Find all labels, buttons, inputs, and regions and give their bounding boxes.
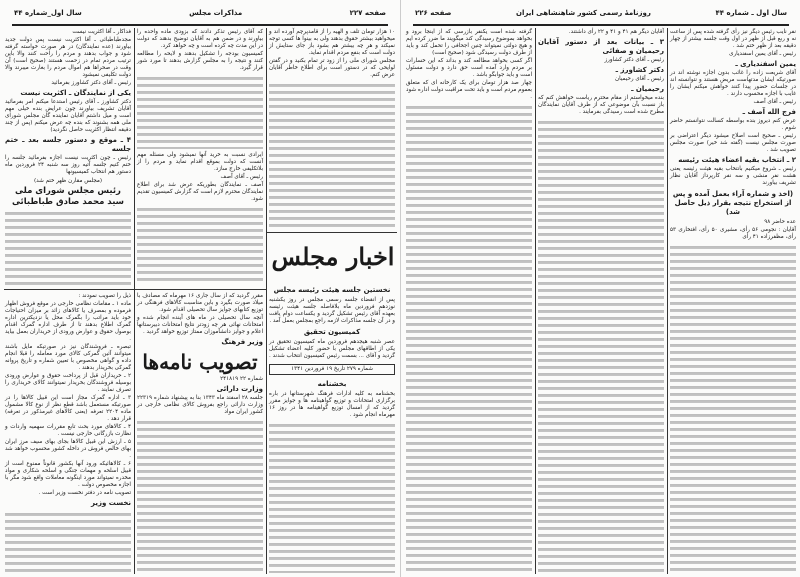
subheading: یکی از نمایندگان ـ اکثریت نیست [20, 89, 131, 97]
continued-text-lines [269, 82, 395, 229]
column-right [670, 29, 796, 573]
section-heading: کمیسیون تحقیق [303, 328, 361, 336]
section-heading: (اخذ و شماره آراء بعمل آمده و پس از استخراج نتیجه بقرار ذیل حاصل شد) [672, 190, 794, 216]
decrees-title: تصویب نامه‌ها [142, 350, 258, 374]
section-heading: نخستین جلسه هیئت رئیسه مجلس [273, 286, 391, 294]
subheading: نخست وزیر [90, 499, 131, 507]
paragraph: که آقای رئیس تذکر دادند که بزودی ماده واحده را بیاورند و در ضمن هم به آقایان توضیح بدهند که دولت در این مدت چه کرده است و چه خواهد کرد. [137, 29, 263, 49]
paragraph: آقایان دیگر هم ۴۱ و ۴۱ و ۲۲ رأی داشتند. [568, 29, 664, 35]
circular-number-box: شماره ۲۷۹ تاریخ ۱۹ فروردین ۱۳۴۱ [269, 364, 395, 375]
paragraph: ۱۰ هزار تومان تلف و الهیه را از قامدپرچم آورده اند و میخواهید بیشتر حقوق بدهند ولی به بینوا ها کسی توجه نمیکند و هر چه بیشتر هم بشود باز جای ستایش از دولت است که بنفع مردم اقدام نماید. [269, 29, 395, 56]
paragraph: تبصره ـ فروشندگان نیز در صورتیکه مایل باشند میتوانند آئین گمرکی کالای مورد معامله را قبلا انجام داده و گواهی مخصوص با تعیین شماره و تاریخ پروانه گمرکی بخریدار بدهند . [5, 344, 131, 371]
issue-number: سال اول_شماره ۴۴ [14, 9, 82, 17]
paragraph: گرفته شده است یکنفر بازرسی که از اینجا برود و بخواهد بموضوع رسیدگی کند میگویند ما ضرر کرده ایم و هیچ دولتی نمیتواند چنین اجحافی را تحمل کند و باید از طرف دولت رسیدگی شود (صحیح است) [406, 29, 532, 56]
paragraph: ۴ ـ کالاهای مورد بحث تابع مقررات سهمیه واردات و نظارت بازرگانی خارجی نیست . [5, 424, 131, 437]
paragraph: مقرر گردید که از سال جاری ۱۶ مهرماه که مصادف با میلاد صورت بگیرد و باین مناسبت کالاهای فرهنگی در توزیع کتابهای جوایز سال تحصیلی اقدام شود. [137, 293, 263, 313]
continued-text-lines [269, 422, 395, 573]
subheading: رحیمیان ـ [631, 85, 664, 93]
column-left [406, 29, 532, 573]
subheading: ۲ ـ انتخاب بقیه اعضاء هیئت رئیسه [678, 156, 796, 164]
subheading: فرج الله آصف ـ [742, 108, 796, 116]
paragraph: رئیس ـ آقای آصف [220, 174, 263, 180]
column-debate-start [269, 29, 395, 229]
paragraph: نفر نایب رئیس دیگر نیز رأی گرفته شده پس از ساعت نه و ربع قبل از ظهر در اول وقت جلسه بیشتر از چهار دقیقه بعد از ظهر ختم شد . [670, 29, 796, 49]
paragraph: کمیسیون بودجه را تشکیل بدهند و لایحه را مطالعه کنند و نتیجه را به مجلس گزارش بدهند تا مورد شور قرار گیرد. [137, 51, 263, 71]
subheading: یمین اسفندیاری ـ [735, 60, 796, 68]
paragraph: ایرادی نسبت به خرید آنها نمیشود ولی مسئله مهم آنست که دولت بموقع اقدام نماید و مردم را از بلاتکلیفی خارج سازد. [137, 152, 263, 172]
paragraph: عصر شنبه هیجدهم فروردین ماه کمیسیون تحقیق در یکی از اطاقهای مجلس با حضور کلیه اعضاء تشکیل گردید و آقای ... بسمت رئیس کمیسیون انتخاب شدند . [269, 339, 395, 359]
paragraph: رئیس ـ چون اکثریت نیست اجازه بفرمائید جلسه را ختم کنیم جلسه آتیه روز سه شنبه ۲۴ فروردین ماه دستور هم انتخاب کمیسیونها [5, 155, 131, 175]
paragraph: پس از انقضاء جلسه رسمی مجلس در روز یکشنبه نوزدهم فروردین ماه بلافاصله جلسه هیئت رئیسه بعهده آقای رئیس تشکیل گردید و یکساعت دوام یافت و در آن جلسه مذاکرات لازمه راجع بمجلس بعمل آمد . [269, 297, 395, 324]
column-divider [134, 28, 135, 574]
paragraph: ۵ ـ ارزش این قبیل کالاها بجای بهای سیف مرز ایران بهای خالص فروش در داخله کشور محسوب خواهد شد . [5, 439, 131, 459]
paragraph: رئیس ـ آقای دکتر کشاورز بفرمائید [51, 80, 131, 86]
signature-line: سید محمد صادق طباطبائی [11, 197, 125, 207]
subheading: وزارت دارائی [216, 385, 263, 393]
paragraph: جلسه ۲۸ اسفند ماه ۱۳۴۳ بنا به پیشنهاد شماره ۲۲۳۱۹ وزارت دارائی راجع بفروش کالای نظامی خارجی در کشور ایران مواد [137, 395, 263, 415]
section-title: مذاکرات مجلس [189, 9, 243, 17]
column-debate-middle [137, 29, 263, 149]
paragraph: رئیس ـ صحیح است اصلاح میشود دیگر اعتراضی بر صورت مجلس نیست (گفته شد خیر) صورت مجلس تصویب شد . [670, 133, 796, 153]
subheading: ۴ ـ موقع و دستور جلسه بعد ـ ختم جلسه [5, 136, 131, 153]
section-heading: بخشنامه [317, 380, 347, 388]
column-debate-middle-lower [137, 152, 263, 285]
paragraph: بخشنامه به کلیه ادارات فرهنگ شهرستانها در باره برگزاری امتحانات و توزیع گواهینامه ها و جوایز مقرر گردید که از امسال توزیع گواهینامه ها در روز ۱۶ مهرماه انجام شود . [269, 391, 395, 418]
issue-number: سال اول ـ شماره ۴۴ [715, 9, 787, 17]
left-page-header [14, 6, 386, 20]
paragraph: رئیس ـ آقای آصف [753, 99, 796, 105]
column-decrees [137, 293, 263, 573]
section-divider [4, 289, 266, 290]
header-rule [413, 24, 789, 26]
continued-text-lines [406, 104, 532, 573]
continued-text-lines [5, 511, 131, 573]
paragraph: آنچه سال تحصیلی در ماه های آینده انجام شده و امتحانات نهائی هر چه زودتر نتایج امتحانات دبیرستانها اعلام و جوایز دانشآموزان ممتاز توزیع خواهد گردید . [137, 315, 263, 335]
masthead-majlis-news: اخبار مجلس [271, 242, 395, 271]
paragraph: آقای شریعت زاده را غائب بدون اجازه نوشته اند در صورتیکه ایشان مدتهاست مریض هستند و نتوانسته اند در جلسات حضور پیدا کنند خواهش میکنم ایشان را غایب با اجازه محسوب دارند . [670, 70, 796, 97]
paragraph: تصویب نامه در دفتر نخست وزیر است . [38, 490, 131, 496]
signature-line: رئیس مجلس شورای ملی [15, 186, 121, 196]
paragraph: اگر کسی بخواهد مطالعه کند و بداند که این خسارات بر مردم وارد آمده است حق دارد و دولت مسئول است و باید جوابگو باشد . [406, 58, 532, 78]
page-number: صفحه ۲۲۶ [415, 9, 452, 17]
right-page [400, 0, 800, 577]
paragraph: چهار صد هزار تومان برای یک کارخانه ای که متعلق بعموم مردم است و باید تحت مراقبت دولت اداره شود . [406, 80, 532, 100]
section-divider [267, 232, 397, 233]
paragraph: مجدطباطبائی ـ آقا اکثریت نیست پس دولت جدید بیاورند (عده نمایندگان) در هر صورت خواسته گرفته شود و جواب بدهند و مردم را راحت کنند والا باین ترتیب مردم تمام در زحمت هستند (صحیح است) آن وقت در صحراها هم اموال مردم را بغارت میبرند والا دولت تکلیفی نمیشود [5, 37, 131, 78]
paragraph: عرض کنم دیروز بنده بواسطه کسالت نتوانستم حاضر شوم . [670, 118, 796, 131]
column-divider [667, 28, 668, 574]
continued-text-lines [670, 244, 796, 573]
continued-text-lines [137, 75, 263, 149]
paragraph: ماده ۱ ـ مقامات نظامی خارجی در موقع فروش اظهار فرموده و بمصرف یا کالاهای زائد بر میزان احتیاجات خود باید مراتب را بگمرک محل یا نزدیکترین اداره گمرک اطلاع بدهند تا از طرف اداره گمرک اقدام بوصول حقوق و عوارض ورودی از خریداران بعمل بیاید . [5, 301, 131, 342]
paragraph: رئیس ـ آقای رحیمیان [615, 76, 664, 82]
paragraph: رئیس ـ آقای دکتر کشاورز [604, 57, 664, 63]
page-number: صفحه ۲۲۷ [349, 9, 386, 17]
paragraph: رئیس ـ آقای یمین اسفندیاری [729, 51, 796, 57]
column-middle [538, 29, 664, 573]
paragraph: مجلس شورای ملی را از زود تر تمام بکنید و در گفتن لوایحی که در دستور است برای اطلاع خاطر آقایان عرض کنم. [269, 58, 395, 78]
paragraph: آقایان : نجومی ۵۶ رأی، مشیری ۵۰ رأی، افتخاری ۵۳ رأی، مظفرزاده ۴۱ رأی [670, 227, 796, 240]
column-divider [266, 28, 267, 574]
paragraph: ۶ ـ کالاهائیکه ورود آنها بکشور قانوناً ممنوع است از قبیل اسلحه و مهمات جنگی و اسلحه شکاری و مواد مخدره نمیتواند مورد اینگونه معاملات واقع شود مگر با اجازه مخصوص دولت . [5, 461, 131, 488]
right-page-header [415, 6, 787, 20]
column-majlis-news [269, 284, 395, 573]
continued-text-lines [137, 419, 263, 573]
subheading: وزیر فرهنگ [221, 338, 263, 346]
column-divider [535, 28, 536, 574]
paragraph: دکتر کشاورز ـ آقای رئیس استدعا میکنم امر بفرمائید آقایان تشریف بیاورند چون عرایض بنده خیلی مهم است و میل داشتم آقایان نماینده گان مجلس شورای ملی همه بشنوند که بنده چه عرض میکنم (پس از چند دقیقه انتظار اکثریت حاصل نگردید) [5, 99, 131, 133]
paragraph: ۲ ـ خریداران قبل از پرداخت حقوق و عوارض ورودی بوسیله فروشندگان بخریدار نمیتوانند کالای خریداری را تصرف نمایند . [5, 373, 131, 393]
paragraph: فداکار ـ آقا اکثریت نیست [72, 29, 131, 35]
paragraph: رئیس ـ شروع میکنیم بانتخاب بقیه هیئت رئیسه یعنی هشت نفر منشی و سه نفر کارپرداز آقایان نظار تشریف بیاورند [670, 166, 796, 186]
subheading: دکتر کشاورز ـ [615, 66, 664, 74]
paragraph: بنده میخواستم از مقام محترم ریاست خواهش کنم که باز نسبت بآن موضوعی که از طرف آقایان نمایندگان مطرح شده است رسیدگی بفرمایند . [538, 95, 664, 115]
subheading: ۳ ـ بیانات بعد از دستور آقایان رحیمیان و صفائی [538, 38, 664, 55]
continued-text-lines [538, 119, 664, 573]
header-rule [12, 24, 388, 26]
continued-text-lines [137, 206, 263, 285]
paragraph: ۳ ـ اداره گمرک مجاز است این قبیل کالاها را در صورتیکه مستعمل باشد قطع نظر از نوع کالا مشمول ماده ۲۲۰۴ تعرفه (یعنی کالاهای غیرمذکور در تعرفه) قرار دهد . [5, 395, 132, 422]
paragraph: ذیل را تصویب نمودند : [78, 293, 131, 299]
continued-text-lines [5, 210, 131, 285]
paragraph: آصف ـ نمایندگان بطوریکه عرض شد برای اطلاع نمایندگان محترم لازم است که گزارش کمیسیون تقدیم شود. [137, 182, 263, 202]
gazette-title: روزنامهٔ رسمی کشور شاهنشاهی ایران [515, 9, 651, 17]
column-customs-decree [5, 293, 131, 573]
note: (مجلس مقارن ظهر ختم شد) [33, 178, 102, 184]
column-debate-end [5, 29, 131, 285]
paragraph: عده حاضر ۹۸ [764, 219, 796, 225]
paragraph: شماره ۲۲ ۲۴۱۸۱۹ [220, 376, 263, 382]
